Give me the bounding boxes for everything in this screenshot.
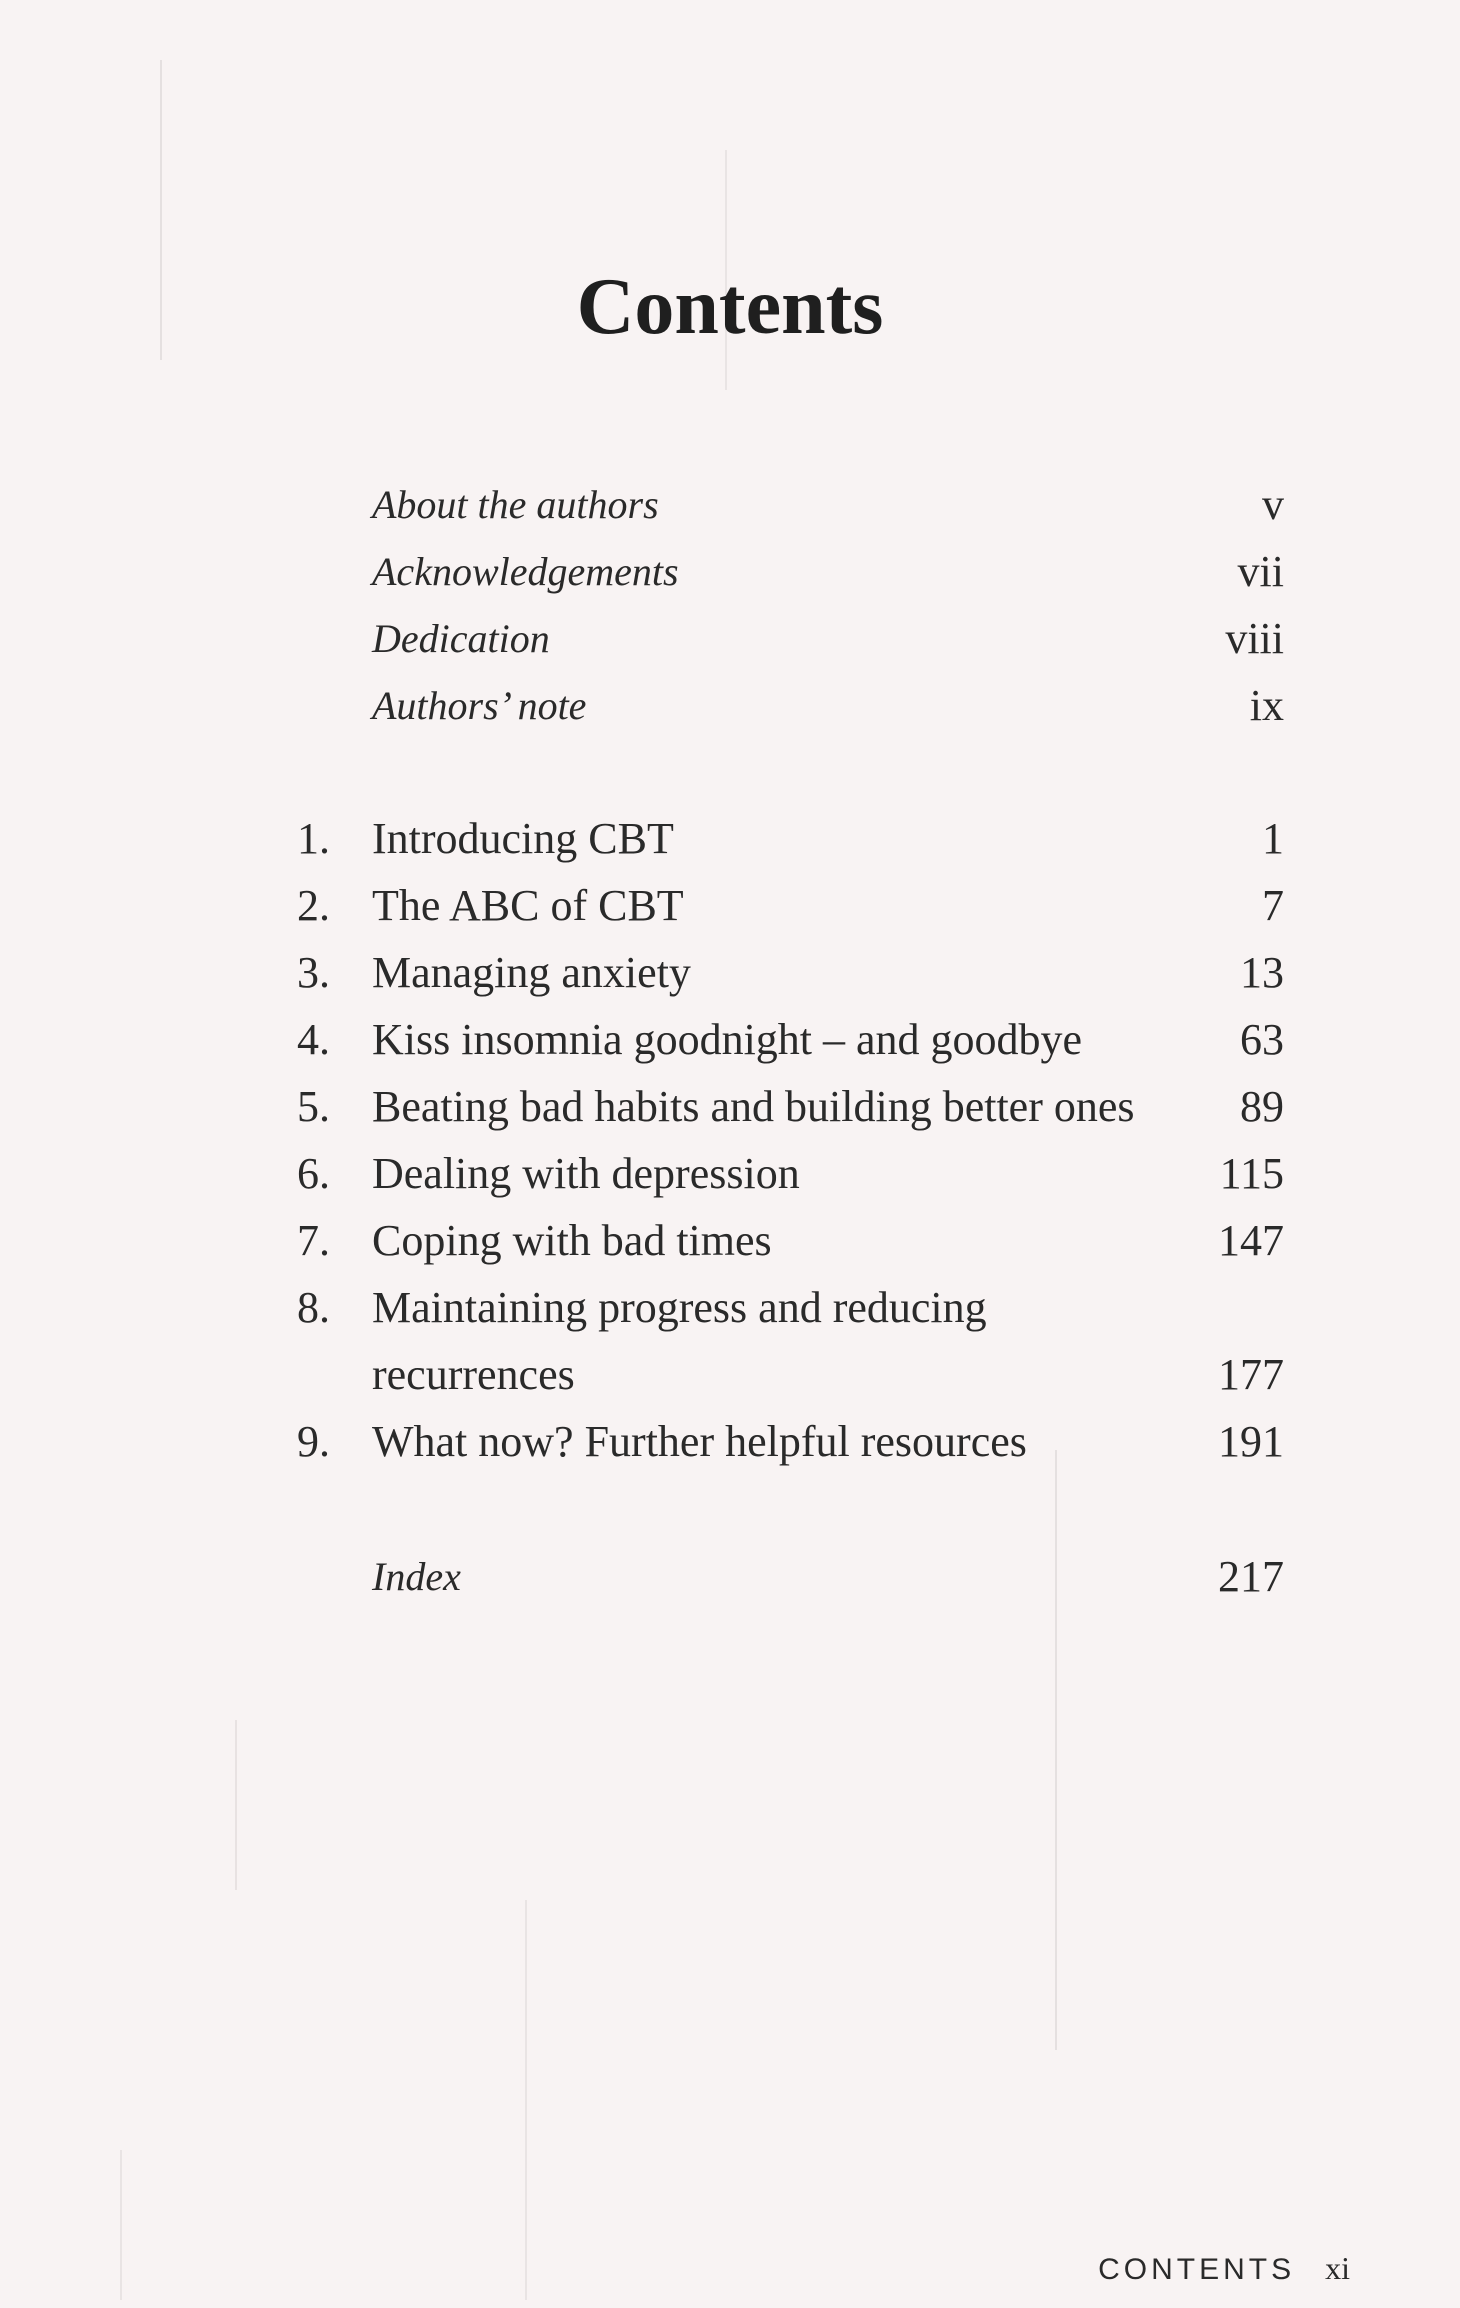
chapter-number: 9. (297, 1417, 330, 1466)
chapter-number: 6. (297, 1149, 330, 1198)
toc-page-number: 7 (1262, 881, 1284, 930)
page-title: Contents (576, 263, 884, 351)
toc-chapter (0, 1412, 1460, 1472)
chapter-number: 2. (297, 881, 330, 930)
toc-page-number: 177 (1218, 1350, 1284, 1399)
toc-chapter (0, 943, 1460, 1003)
toc-entry (0, 542, 1460, 602)
toc-chapter (0, 876, 1460, 936)
toc-page-number: 191 (1218, 1417, 1284, 1466)
toc-page-number: 147 (1218, 1216, 1284, 1265)
running-head: CONTENTS (1098, 2253, 1296, 2286)
toc-page-number: 115 (1219, 1149, 1284, 1198)
chapter-title: Managing anxiety (372, 948, 691, 997)
chapter-number: 3. (297, 948, 330, 997)
page-footer (1098, 2250, 1350, 2287)
scan-mark (1055, 1450, 1057, 2050)
chapter-number: 7. (297, 1216, 330, 1265)
page-folio: xi (1325, 2250, 1350, 2286)
chapter-number: 8. (297, 1283, 330, 1332)
toc-chapter (0, 809, 1460, 869)
toc-page-number: viii (1225, 614, 1284, 663)
toc-label: Authors’ note (372, 683, 587, 728)
toc-entry (0, 609, 1460, 669)
toc-page-number: 1 (1262, 814, 1284, 863)
chapter-number: 4. (297, 1015, 330, 1064)
chapter-title: Introducing CBT (372, 814, 674, 863)
toc-chapter (0, 1077, 1460, 1137)
toc-page-number: v (1262, 480, 1284, 529)
toc-label: Acknowledgements (372, 549, 679, 594)
toc-entry (0, 1547, 1460, 1607)
chapter-title: What now? Further helpful resources (372, 1417, 1027, 1466)
toc-chapter (0, 1144, 1460, 1204)
chapter-title: Maintaining progress and reducing (372, 1283, 987, 1332)
toc-entry (0, 676, 1460, 736)
chapter-title: Dealing with depression (372, 1149, 800, 1198)
toc-page-number: vii (1237, 547, 1284, 596)
toc-page-number: 13 (1240, 948, 1284, 997)
toc-page-number: 217 (1218, 1552, 1284, 1601)
toc-page-number: ix (1249, 681, 1284, 730)
toc-label: Index (372, 1554, 461, 1599)
toc-chapter (0, 1278, 1460, 1338)
toc-label: Dedication (372, 616, 550, 661)
toc-chapter (0, 1010, 1460, 1070)
chapter-title-continued: recurrences (372, 1350, 575, 1399)
chapter-title: Kiss insomnia goodnight – and goodbye (372, 1015, 1083, 1064)
scan-mark (120, 2150, 122, 2300)
chapter-title: The ABC of CBT (372, 881, 684, 930)
chapter-number: 1. (297, 814, 330, 863)
toc-entry (0, 475, 1460, 535)
chapter-title: Beating bad habits and building better ones (372, 1082, 1135, 1131)
toc-page-number: 89 (1240, 1082, 1284, 1131)
scan-mark (525, 1900, 527, 2300)
chapter-number: 5. (297, 1082, 330, 1131)
toc-chapter-continuation (0, 1345, 1460, 1405)
chapter-title: Coping with bad times (372, 1216, 772, 1265)
toc-chapter (0, 1211, 1460, 1271)
toc-label: About the authors (372, 482, 659, 527)
toc-page-number: 63 (1240, 1015, 1284, 1064)
scan-mark (235, 1720, 237, 1890)
